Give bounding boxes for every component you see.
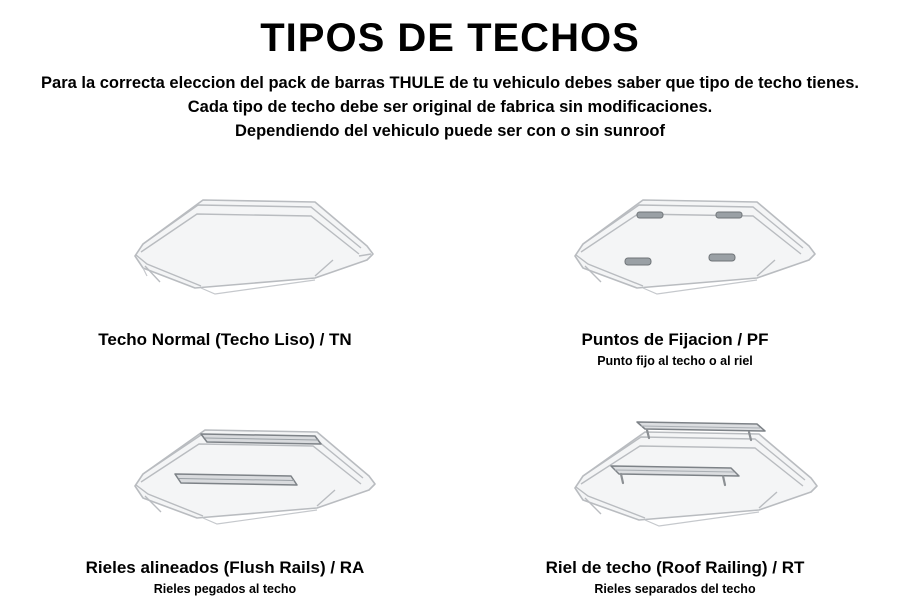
subtitle-line-1: Para la correcta eleccion del pack de barras THULE de tu vehiculo debes saber que tipo de techo tienes. (41, 74, 859, 92)
roof-plain-icon (15, 172, 435, 322)
subtitle-line-3: Dependiendo del vehiculo puede ser con o sin sunroof (235, 121, 665, 140)
roof-type-label-rt: Riel de techo (Roof Railing) / RT (545, 558, 805, 577)
roof-type-card-pf (450, 166, 900, 386)
roof-railing-icon (465, 400, 885, 550)
roof-type-card-ra (0, 386, 450, 606)
subtitle-line-2: Cada tipo de techo debe ser original de fabrica sin modificaciones. (187, 97, 713, 116)
page-title: TIPOS DE TECHOS (260, 16, 640, 60)
roof-type-label-tn: Techo Normal (Techo Liso) / TN (98, 330, 352, 349)
roof-types-infographic (0, 16, 900, 616)
roof-type-sublabel-pf: Punto fijo al techo o al riel (597, 354, 753, 368)
roof-flush-rails-icon (15, 400, 435, 550)
roof-type-card-rt (450, 386, 900, 606)
roof-type-card-tn (0, 166, 450, 386)
roof-type-label-ra: Rieles alineados (Flush Rails) / RA (85, 558, 365, 577)
roof-type-sublabel-rt: Rieles separados del techo (594, 582, 756, 596)
roof-type-label-pf: Puntos de Fijacion / PF (581, 330, 769, 349)
roof-types-grid (0, 166, 900, 606)
roof-type-sublabel-ra: Rieles pegados al techo (153, 582, 297, 596)
subtitle-block (0, 72, 900, 144)
roof-fixpoints-icon (465, 172, 885, 322)
